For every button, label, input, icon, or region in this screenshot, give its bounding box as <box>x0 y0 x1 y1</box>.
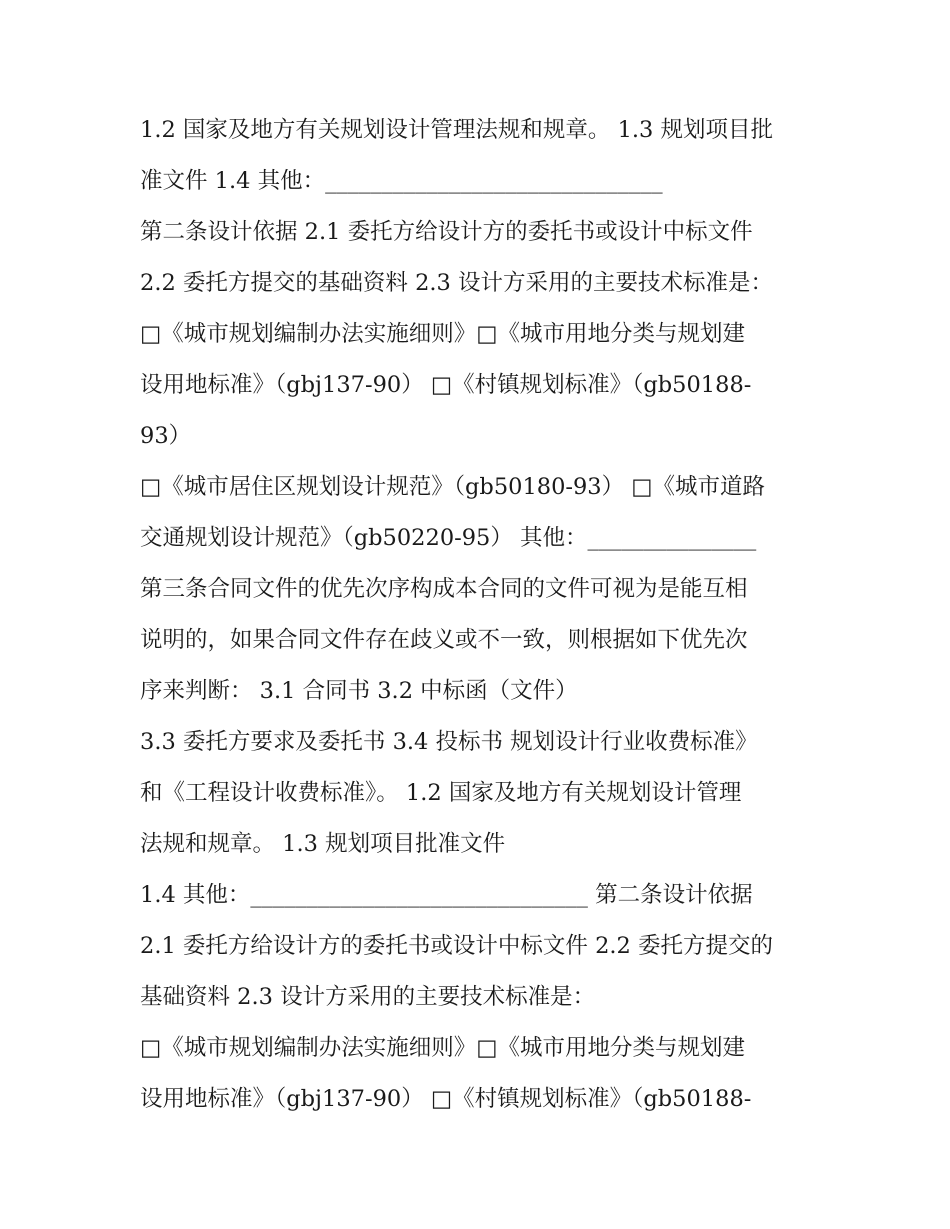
text-line: 交通规划设计规范》（gb50220-95） 其他：_______________ <box>140 525 757 551</box>
text-line: 说明的，如果合同文件存在歧义或不一致，则根据如下优先次 <box>140 627 748 653</box>
text-line: 2.2 委托方提交的基础资料 2.3 设计方采用的主要技术标准是： <box>140 270 774 296</box>
document-body <box>140 105 820 1125</box>
text-line: 法规和规章。 1.3 规划项目批准文件 <box>140 831 506 857</box>
text-line: 和《工程设计收费标准》。 1.2 国家及地方有关规划设计管理 <box>140 780 742 806</box>
text-line: □《城市居住区规划设计规范》（gb50180-93） □《城市道路 <box>140 474 766 500</box>
text-line: 基础资料 2.3 设计方采用的主要技术标准是： <box>140 984 596 1010</box>
text-line: □《城市规划编制办法实施细则》□《城市用地分类与规划建 <box>140 321 746 347</box>
text-line: 3.3 委托方要求及委托书 3.4 投标书 规划设计行业收费标准》 <box>140 729 758 755</box>
text-line: □《城市规划编制办法实施细则》□《城市用地分类与规划建 <box>140 1035 746 1061</box>
text-line: 第二条设计依据 2.1 委托方给设计方的委托书或设计中标文件 <box>140 219 753 245</box>
text-line: 序来判断： 3.1 合同书 3.2 中标函（文件） <box>140 678 578 704</box>
text-line: 设用地标准》（gbj137-90） □《村镇规划标准》（gb50188- <box>140 1086 752 1112</box>
text-line: 93） <box>140 423 192 449</box>
text-line: 1.4 其他：______________________________ 第二条设计依据 <box>140 882 753 908</box>
text-line: 准文件 1.4 其他：______________________________ <box>140 168 663 194</box>
text-line: 1.2 国家及地方有关规划设计管理法规和规章。 1.3 规划项目批 <box>140 117 774 143</box>
text-line: 第三条合同文件的优先次序构成本合同的文件可视为是能互相 <box>140 576 748 602</box>
text-line: 设用地标准》（gbj137-90） □《村镇规划标准》（gb50188- <box>140 372 752 398</box>
text-line: 2.1 委托方给设计方的委托书或设计中标文件 2.2 委托方提交的 <box>140 933 774 959</box>
